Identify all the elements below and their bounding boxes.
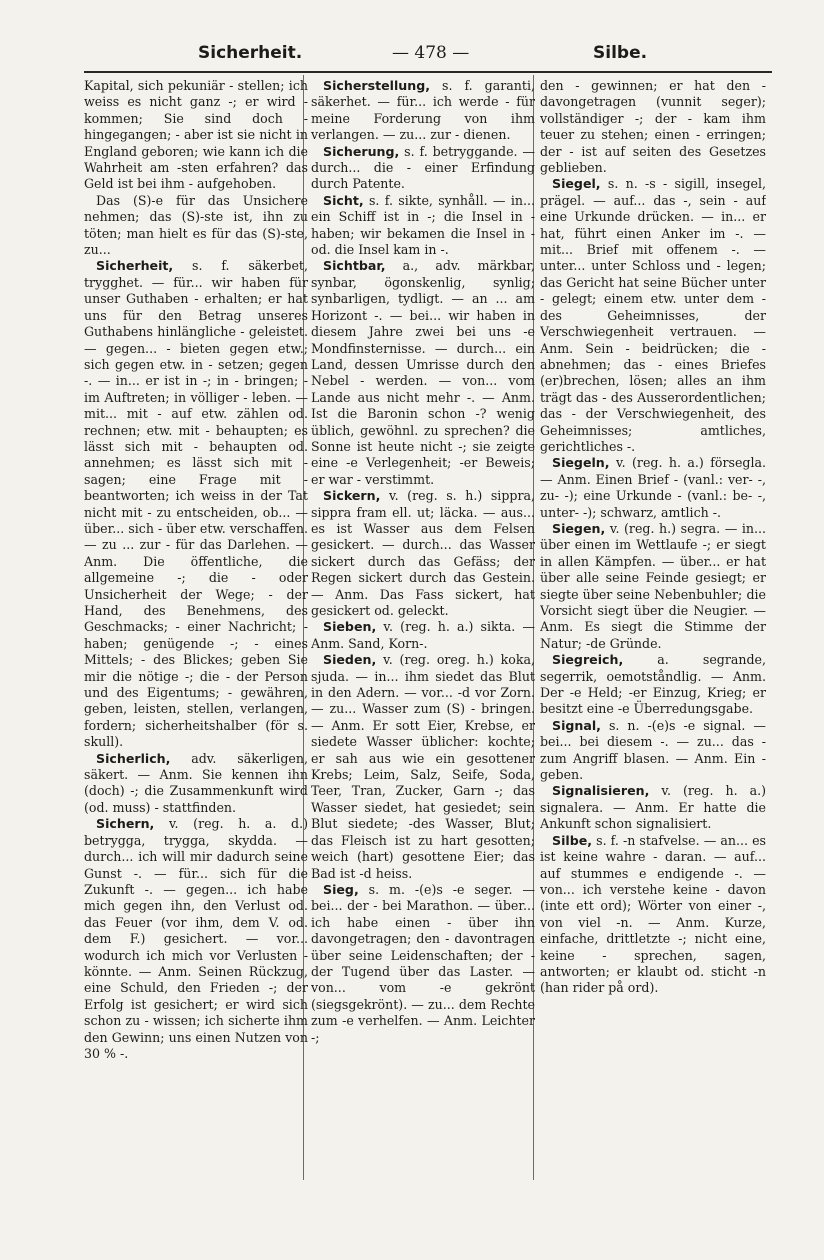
entry-text: s. f. sikte, synhåll. — in... ein Schiff ist in -; die Insel in - haben; wir bekamen die Insel in - od. die Insel kam in -. [311, 192, 535, 258]
entry-headword: Sichtbar, [323, 258, 386, 274]
header-rule [84, 71, 772, 73]
dictionary-entry [311, 144, 535, 193]
dictionary-entry [311, 619, 535, 652]
entry-text: v. (reg. h. a.) försegla. — Anm. Einen Brief - (vanl.: ver- -, zu- -); eine Urkunde - (vanl.: be- -, unter- -); schwarz, amtlich -. [540, 455, 766, 520]
entry-text: a., adv. märkbar, synbar, ögonskenlig, synlig; synbarligen, tydligt. — an ... am Horizont -. — bei... wir haben in diesem Jahre zwei bei uns -e Mondfinsternisse. — durch... ein Land, dessen Umrisse durch den Nebel - werden. — von... vom Lande aus nicht mehr -. — Anm. Ist die Baronin schon -? wenig üblich, gewöhnl. zu sprechen? die Sonne ist heute nicht -; sie zeigte eine -e Verlegenheit; -er Beweis; er war - verstimmt. [311, 258, 535, 487]
entry-text: s. n. -(e)s -e signal. — bei... bei diesem -. — zu... das - zum Angriff blasen. — Anm. Ein - geben. [540, 717, 766, 783]
entry-headword: Sieg, [323, 881, 359, 897]
entry-headword: Sicherlich, [96, 750, 171, 766]
dictionary-entry [540, 521, 766, 652]
entry-headword: Sicherstellung, [323, 78, 430, 93]
entry-text: adv. säkerligen, säkert. — Anm. Sie kennen ihn (doch) -; die Zusammenkunft wird (od. muss) - stattfinden. [84, 750, 308, 815]
entry-text: s. f. betryggande. — durch... die - einer Erfindung durch Patente. [311, 143, 535, 192]
entry-text: v. (reg. s. h.) sippra, sippra fram ell. ut; läcka. — aus... es ist Wasser aus dem Felsen gesickert. — durch... das Wasser sickert durch das Gefäss; der Regen sickert durch das Gestein. — Anm. Das Fass sickert, hat gesickert od. geleckt. [311, 488, 535, 618]
entry-headword: Sieben, [323, 619, 377, 635]
entry-text: v. (reg. h. a. d.) betrygga, trygga, skydda. — durch... ich will mir dadurch seine Gunst -. — für... sich für die Zukunft -. — gegen... ich habe mich gegen ihn, den Verlust od. das Feuer (vor ihm, dem V. od. dem F.) gesichert. — vor... wodurch ich mich vor Verlusten - könnte. — Anm. Seinen Rückzug, eine Schuld, den Frieden -; der Erfolg ist gesichert; er wird sich schon zu - wissen; ich sicherte ihm den Gewinn; uns einen Nutzen von 30 % -. [84, 816, 308, 1061]
dictionary-entry [84, 751, 308, 817]
entry-text: v. (reg. h.) segra. — in... über einen im Wettlaufe -; er siegt in allen Kämpfen. — über... er hat über alle seine Feinde gesiegt; er siegte über seine Nebenbuhler; die Vorsicht siegt über die Neugier. — Anm. Es siegt die Stimme der Natur; -de Gründe. [540, 520, 766, 651]
continued-text [540, 78, 766, 176]
entry-headword: Sicherheit, [96, 258, 174, 274]
dictionary-entry [311, 488, 535, 619]
entry-text: a. segrande, segerrik, oemotståndlig. — Anm. Der -e Held; -er Einzug, Krieg; er besitzt eine -e Überredungsgabe. [540, 652, 766, 717]
header-first-word: Sicherheit. [198, 43, 303, 63]
entry-text: s. f. säkerbet, trygghet. — für... wir haben für unser Guthaben - erhalten; er hat uns für den Betrag unseres Guthabens hinlängliche - geleistet. — gegen... - bieten gegen etw.; sich gegen etw. in - setzen; gegen -. — in... er ist in -; in - bringen; - im Auftreten; in völliger - leben. — mit... mit - auf etw. zählen od. rechnen; etw. mit - behaupten; es lässt sich mit - behaupten od. annehmen; es lässt sich mit - sagen; eine Frage mit - beantworten; ich weiss in der Tat nicht mit - zu entscheiden, ob... — über... sich - über etw. verschaffen. — zu ... zur - für das Darlehen. — Anm. Die öffentliche, die allgemeine -; die - oder Unsicherheit der Wege; - der Hand, des Benehmens, des Geschmacks; - einer Nachricht; - haben; genügende -; - eines Mittels; - des Blickes; geben Sie mir die nötige -; die - der Person und des Eigentums; - gewähren, geben, leisten, stellen, verlangen, fordern; sicherheitshalber (för s. skull). [84, 258, 308, 750]
entry-headword: Sichern, [96, 816, 155, 832]
entry-text: s. f. garanti, säkerhet. — für... ich werde - für meine Forderung von ihm verlangen. — zu... zur - dienen. [311, 78, 535, 143]
entry-headword: Signalisieren, [552, 783, 650, 799]
dictionary-entry [540, 652, 766, 718]
entry-headword: Silbe, [552, 832, 593, 848]
entry-headword: Siegen, [552, 520, 606, 536]
dictionary-entry [311, 78, 535, 144]
entry-headword: Sickern, [323, 488, 381, 504]
entry-text: den - gewinnen; er hat den - davongetragen (vunnit seger); vollständiger -; der - kam ihm teuer zu stehen; einen - erringen; der - ist auf seiten des Gesetzes geblieben. [540, 78, 766, 176]
header-last-word: Silbe. [593, 43, 648, 63]
entry-text: s. m. -(e)s -e seger. — bei... der - bei Marathon. — über... ich habe einen - über ihn davongetragen; den - davontragen über seine Leidenschaften; der - der Tugend über das Laster. — von... vom -e gekrönt (siegsgekrönt). — zu... dem Rechte zum -e verhelfen. — Anm. Leichter -; [311, 881, 535, 1045]
page-number: — 478 — [392, 43, 470, 63]
entry-headword: Sicherung, [323, 143, 400, 159]
entry-headword: Sicht, [323, 192, 364, 208]
entry-text: v. (reg. h. a.) sikta. — Anm. Sand, Korn-. [311, 619, 535, 651]
dictionary-entry [84, 816, 308, 1062]
column-1 [84, 78, 308, 1188]
dictionary-entry [311, 258, 535, 488]
column-3 [540, 78, 766, 1188]
dictionary-entry [540, 833, 766, 997]
continued-text [84, 78, 308, 193]
entry-headword: Siegel, [552, 176, 601, 192]
entry-headword: Signal, [552, 717, 601, 733]
entry-text: s. n. -s - sigill, insegel, prägel. — auf... das -, sein - auf eine Urkunde drücken. — in... er hat, führt einen Anker im -. — mit... Brief mit offenem -. — unter... unter Schloss und - legen; das Gericht hat seine Bücher unter - gelegt; einem etw. unter dem - des Geheimnisses, der Verschwiegenheit vertrauen. — Anm. Sein - beidrücken; die - abnehmen; das - eines Briefes (er)brechen, lösen; alles an ihm trägt das - des Ausserordentlichen; das - der Verschwiegenheit, des Geheimnisses; amtliches, gerichtliches -. [540, 176, 766, 454]
dictionary-entry [540, 718, 766, 784]
dictionary-entry [311, 652, 535, 882]
entry-text: v. (reg. oreg. h.) koka, sjuda. — in... ihm siedet das Blut in den Adern. — vor... -d vor Zorn. — zu... Wasser zum (S) - bringen. — Anm. Er sott Eier, Krebse, er siedete Wasser üblicher: kochte; er sah aus wie ein gesottener Krebs; Leim, Salz, Seife, Soda, Teer, Tran, Zucker, Garn -; das Wasser siedet, hat gesiedet; sein Blut siedete; -des Wasser, Blut; das Fleisch ist zu hart gesotten; weich (hart) gesottene Eier; das Bad ist -d heiss. [311, 652, 535, 881]
entry-headword: Siegreich, [552, 652, 624, 668]
column-2 [311, 78, 535, 1188]
entry-headword: Siegeln, [552, 455, 610, 471]
dictionary-entry [84, 258, 308, 750]
paragraph [84, 193, 308, 259]
entry-text: s. f. -n stafvelse. — an... es ist keine wahre - daran. — auf... auf stummes e endigende -. — von... ich verstehe keine - davon (inte ett ord); Wörter von einer -, von viel -n. — Anm. Kurze, einfache, drittletzte -; nicht eine, keine - sprechen, sagen, antworten; er klaubt od. sticht -n (han rider på ord). [540, 832, 766, 996]
page-header [0, 38, 824, 68]
dictionary-entry [540, 176, 766, 455]
dictionary-entry [540, 455, 766, 521]
dictionary-entry [540, 783, 766, 832]
entry-text: v. (reg. h. a.) signalera. — Anm. Er hatte die Ankunft schon signalisiert. [540, 783, 766, 832]
entry-text: Das (S)-e für das Unsichere nehmen; das (S)-ste ist, ihn zu töten; man hielt es für das (S)-ste, zu... [84, 192, 308, 258]
entry-headword: Sieden, [323, 652, 377, 668]
dictionary-entry [311, 882, 535, 1046]
dictionary-entry [311, 193, 535, 259]
entry-text: Kapital, sich pekuniär - stellen; ich weiss es nicht ganz -; er wird - kommen; Sie sind doch - hingegangen; - aber ist sie nicht in England geboren; wie kann ich die Wahrheit am -sten erfahren? das Geld ist bei ihm - aufgehoben. [84, 78, 308, 192]
